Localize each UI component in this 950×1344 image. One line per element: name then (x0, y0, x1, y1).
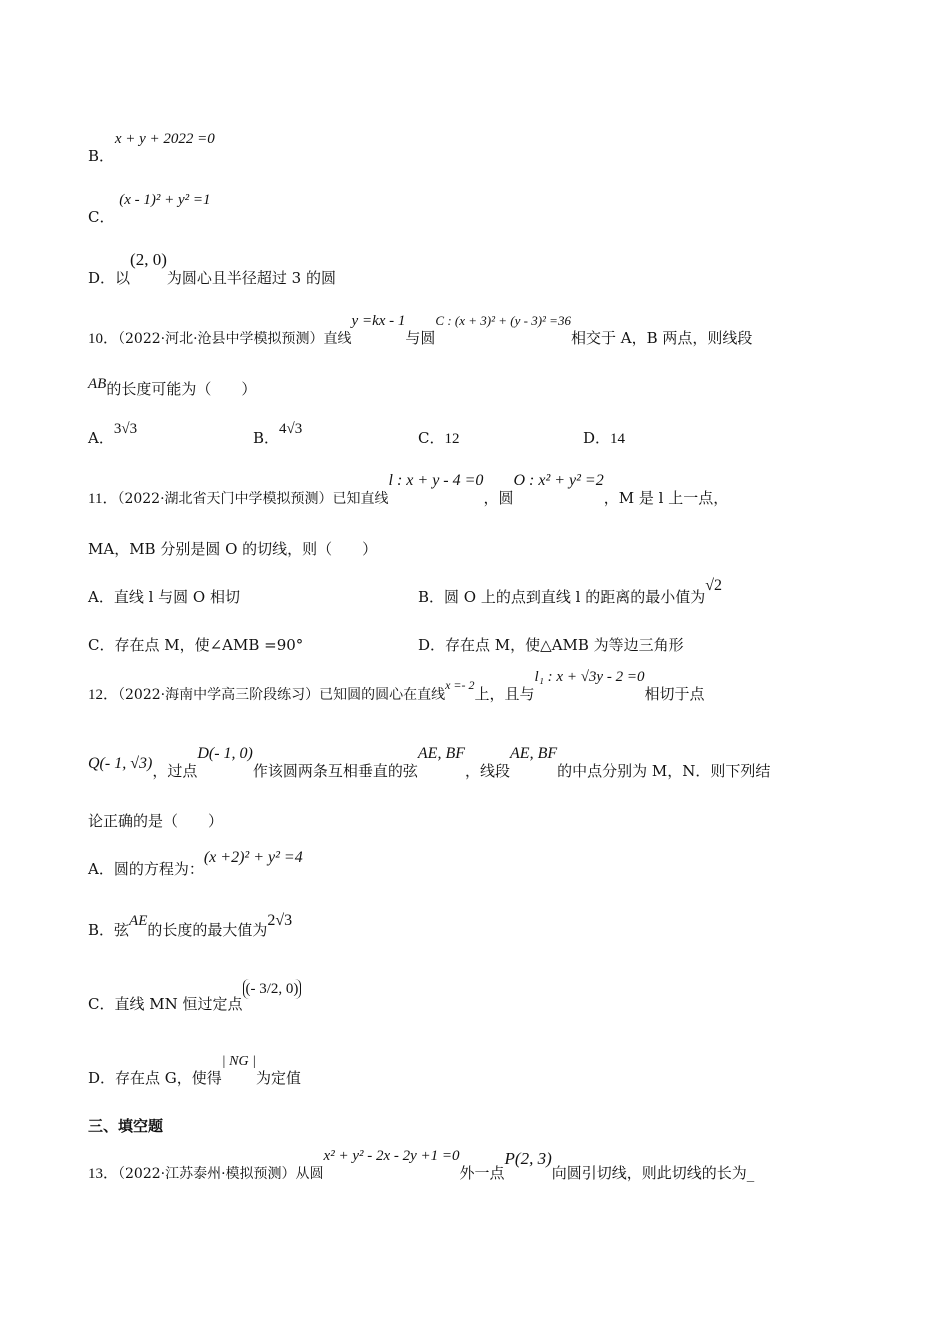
question-10-stem-line2 (88, 378, 256, 399)
question-source: （2022·江苏泰州·模拟预测）从圆 (118, 1166, 324, 1182)
math-expression: Q(- 1, √3) (88, 755, 153, 772)
math-expression: P(2, 3) (504, 1149, 552, 1168)
q9-option-b (88, 131, 219, 166)
option-text: B．弦 (88, 921, 130, 939)
math-expression: x² + y² - 2x - 2y +1 =0 (323, 1148, 460, 1164)
question-text: ，M 是 l 上一点， (603, 489, 729, 507)
option-text: 的长度的最大值为 (147, 921, 268, 939)
option-c: C．存在点 M，使∠AMB =90° (88, 636, 304, 654)
question-11-stem (88, 472, 729, 508)
question-text: 的中点分别为 M，N．则下列结 (557, 762, 771, 780)
option-value: 12 (444, 431, 460, 447)
math-expression: AE, BF (510, 745, 558, 762)
question-source: （2022·海南中学高三阶段练习）已知圆的圆心在直线 (118, 687, 446, 703)
option-label: B． (88, 147, 115, 165)
question-12-stem-line2 (88, 745, 771, 781)
math-expression: O : x² + y² =2 (513, 472, 604, 489)
math-expression: l₁ : x + √3y - 2 =0 (534, 669, 645, 685)
option-text: C．直线 MN 恒过定点 (88, 995, 243, 1013)
question-12-option-c (88, 981, 301, 1014)
question-text: 上，且与 (474, 685, 535, 703)
math-expression: (- 3/2, 0) (243, 979, 302, 999)
math-expression: 2√3 (267, 912, 293, 929)
question-text: ，圆 (483, 489, 514, 507)
question-source: （2022·湖北省天门中学模拟预测）已知直线 (117, 491, 389, 507)
question-11-stem-line2: MA，MB 分别是圆 O 的切线，则（ ） (88, 540, 378, 558)
option-label: C． (88, 208, 115, 226)
section-heading: 三、填空题 (88, 1117, 164, 1135)
question-text: 向圆引切线，则此切线的长为_ (551, 1164, 755, 1182)
question-number: 10． (88, 331, 119, 347)
question-text: ，过点 (152, 762, 198, 780)
question-number: 13． (88, 1166, 119, 1182)
option-text: A．圆的方程为： (88, 860, 204, 878)
option-text: 为圆心且半径超过 3 的圆 (166, 269, 336, 287)
option-a (88, 421, 138, 448)
question-12-option-b (88, 912, 293, 940)
q9-option-c (88, 192, 211, 227)
option-label: D．以 (88, 269, 131, 287)
question-text: 作该圆两条互相垂直的弦 (252, 762, 418, 780)
math-expression: (2, 0) (130, 250, 167, 269)
question-text: 相交于 A，B 两点，则线段 (570, 329, 753, 347)
question-text: 外一点 (459, 1164, 505, 1182)
option-d: D．存在点 M，使△AMB 为等边三角形 (418, 636, 684, 654)
option-label: A． (88, 429, 114, 447)
math-expression: AE, BF (417, 745, 465, 762)
option-text: D．存在点 G，使得 (88, 1069, 222, 1087)
option-label: C． (418, 429, 445, 447)
math-expression: √2 (705, 577, 722, 594)
option-b (418, 577, 722, 607)
q9-option-d (88, 250, 336, 288)
option-label: B． (253, 429, 280, 447)
question-text: 的长度可能为（ ） (106, 380, 257, 398)
math-expression: y =kx - 1 (351, 313, 406, 329)
math-expression: AE (129, 913, 148, 929)
question-12-stem-line3: 论正确的是（ ） (88, 812, 224, 830)
question-text: 与圆 (405, 329, 436, 347)
option-b (253, 421, 303, 448)
option-text: 为定值 (255, 1069, 301, 1087)
math-expression: l : x + y - 4 =0 (388, 472, 484, 489)
math-expression: AB (88, 376, 107, 392)
question-12-stem (88, 669, 705, 704)
question-12-option-a (88, 849, 303, 879)
question-text: ，线段 (465, 762, 511, 780)
math-expression: | NG | (221, 1054, 256, 1069)
question-12-option-d (88, 1054, 301, 1088)
math-expression: (x - 1)² + y² =1 (119, 192, 211, 208)
math-expression: C : (x + 3)² + (y - 3)² =36 (435, 313, 571, 328)
math-expression: x =- 2 (445, 678, 475, 692)
option-value: 3√3 (113, 421, 138, 437)
option-c (418, 427, 459, 448)
question-number: 12． (88, 687, 119, 703)
math-expression: D(- 1, 0) (197, 745, 253, 762)
option-value: 14 (610, 431, 626, 447)
option-label: D． (583, 429, 611, 447)
option-d (583, 427, 625, 448)
question-source: （2022·河北·沧县中学模拟预测）直线 (118, 331, 352, 347)
math-expression: x + y + 2022 =0 (114, 131, 215, 147)
question-13-stem (88, 1148, 755, 1183)
question-text: 相切于点 (644, 685, 705, 703)
option-a: A．直线 l 与圆 O 相切 (88, 588, 241, 606)
math-expression: (x +2)² + y² =4 (203, 849, 303, 866)
option-text: B．圆 O 上的点到直线 l 的距离的最小值为 (418, 588, 706, 606)
question-10-stem (88, 313, 753, 348)
option-value: 4√3 (279, 421, 303, 437)
question-number: 11． (88, 491, 118, 507)
